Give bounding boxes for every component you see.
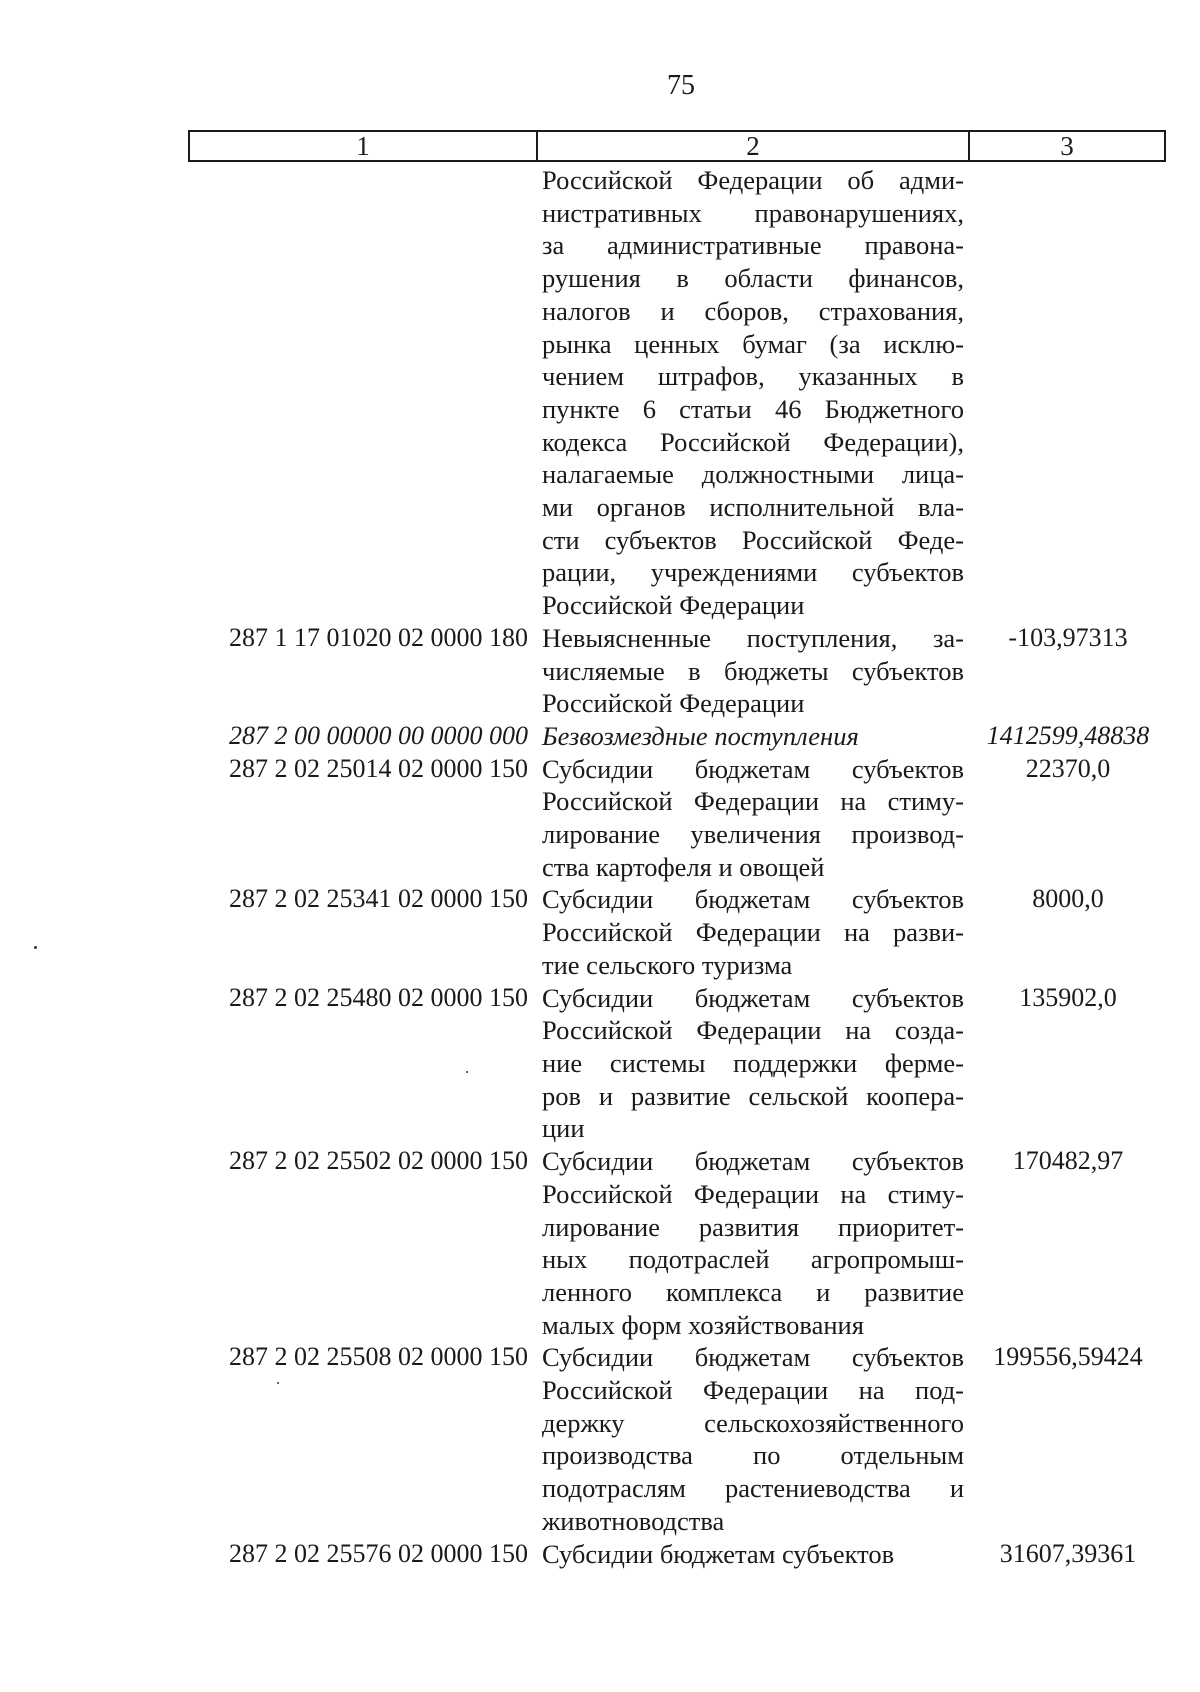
description-line: Российской Федерации на стиму- — [542, 786, 964, 817]
revenue-description — [538, 1538, 968, 1571]
description-line: налогов и сборов, страхования, — [542, 295, 964, 326]
amount-value: 1412599,48838 — [986, 720, 1150, 750]
description-line: Субсидии бюджетам субъектов — [542, 884, 964, 915]
amount-value: 170482,97 — [1012, 1146, 1124, 1176]
description-line: Российской Федерации на стиму- — [542, 1178, 964, 1209]
description-line: рации, учреждениями субъектов — [542, 557, 964, 588]
description-line: Субсидии бюджетам субъектов — [542, 1146, 964, 1177]
description-line: Российской Федерации об адми- — [542, 165, 964, 195]
description-line: пункте 6 статьи 46 Бюджетного — [542, 393, 964, 424]
revenue-description — [538, 883, 968, 981]
description-line: за административные правона- — [542, 230, 964, 261]
description-line: тие сельского туризма — [542, 949, 793, 980]
budget-code: 287 2 02 25508 02 0000 150 — [229, 1342, 528, 1372]
description-line: ных подотраслей агропромыш- — [542, 1244, 964, 1275]
amount-value: 199556,59424 — [993, 1342, 1143, 1372]
column-header-1: 1 — [190, 132, 538, 160]
revenue-description — [538, 622, 968, 720]
description-line: животноводства — [542, 1505, 725, 1536]
description-line: Субсидии бюджетам субъектов — [542, 1538, 895, 1569]
amount-value: 135902,0 — [1019, 982, 1117, 1012]
table-row — [188, 1341, 1166, 1537]
budget-code: 287 2 00 00000 00 0000 000 — [229, 720, 528, 750]
column-header-3: 3 — [1060, 130, 1074, 161]
amount-value: 8000,0 — [1032, 884, 1104, 914]
amount-value: 31607,39361 — [999, 1538, 1137, 1568]
table-row — [188, 1538, 1166, 1571]
description-line: налагаемые должностными лица- — [542, 459, 964, 490]
description-line: Невыясненные поступления, за- — [542, 622, 964, 653]
description-line: рынка ценных бумаг (за исклю- — [542, 328, 964, 359]
description-line: ние системы поддержки ферме- — [542, 1047, 964, 1078]
description-line: Российской Федерации — [542, 590, 805, 621]
description-line: Российской Федерации на разви- — [542, 917, 964, 948]
table-header — [188, 130, 1166, 162]
description-line: подотраслям растениеводства и — [542, 1473, 964, 1504]
description-line: Российской Федерации на под- — [542, 1375, 964, 1406]
revenue-description — [538, 1341, 968, 1537]
description-line: ленного комплекса и развитие — [542, 1276, 964, 1307]
table-row — [188, 164, 1166, 622]
description-line: производства по отдельным — [542, 1440, 964, 1471]
description-line: нистративных правонарушениях, — [542, 197, 964, 228]
description-line: ции — [542, 1113, 585, 1144]
budget-code: 287 2 02 25341 02 0000 150 — [229, 884, 528, 914]
description-line: чением штрафов, указанных в — [542, 361, 964, 392]
description-line: рушения в области финансов, — [542, 263, 964, 294]
description-line: Субсидии бюджетам субъектов — [542, 1342, 964, 1373]
amount-value: 22370,0 — [1025, 753, 1111, 783]
amount-value: -103,97313 — [1008, 622, 1128, 652]
page-number: 75 — [667, 70, 695, 101]
revenue-description — [538, 720, 968, 753]
description-line: числяемые в бюджеты субъектов — [542, 655, 964, 686]
description-line: держку сельскохозяйственного — [542, 1407, 964, 1438]
description-line: Субсидии бюджетам субъектов — [542, 753, 964, 784]
revenue-description — [538, 1145, 968, 1341]
description-line: Российской Федерации — [542, 688, 805, 719]
description-line: малых форм хозяйствования — [542, 1309, 864, 1340]
scan-speck — [277, 1382, 279, 1384]
description-line: Субсидии бюджетам субъектов — [542, 982, 964, 1013]
description-line: кодекса Российской Федерации), — [542, 426, 964, 457]
description-line: ров и развитие сельской коопера- — [542, 1080, 964, 1111]
description-line: лирование развития приоритет- — [542, 1211, 964, 1242]
budget-code: 287 2 02 25014 02 0000 150 — [229, 753, 528, 783]
description-line: лирование увеличения производ- — [542, 819, 964, 850]
budget-code: 287 2 02 25502 02 0000 150 — [229, 1146, 528, 1176]
revenue-description — [538, 982, 968, 1146]
column-header-2: 2 — [538, 132, 970, 160]
scan-speck — [34, 946, 37, 949]
revenue-description — [538, 164, 968, 622]
table-body — [188, 164, 1166, 1570]
table-row — [188, 1145, 1166, 1341]
revenue-description — [538, 753, 968, 884]
scan-speck — [466, 1071, 468, 1073]
table-row — [188, 753, 1166, 884]
description-line: сти субъектов Российской Феде- — [542, 524, 964, 555]
table-row — [188, 982, 1166, 1146]
description-line: Российской Федерации на созда- — [542, 1015, 964, 1046]
description-line: ми органов исполнительной вла- — [542, 492, 964, 523]
table-row — [188, 622, 1166, 720]
description-line: ства картофеля и овощей — [542, 851, 825, 882]
description-line: Безвозмездные поступления — [542, 720, 859, 751]
table-row — [188, 883, 1166, 981]
budget-code: 287 2 02 25576 02 0000 150 — [229, 1538, 528, 1568]
budget-code: 287 2 02 25480 02 0000 150 — [229, 982, 528, 1012]
budget-code: 287 1 17 01020 02 0000 180 — [229, 622, 528, 652]
table-row — [188, 720, 1166, 753]
